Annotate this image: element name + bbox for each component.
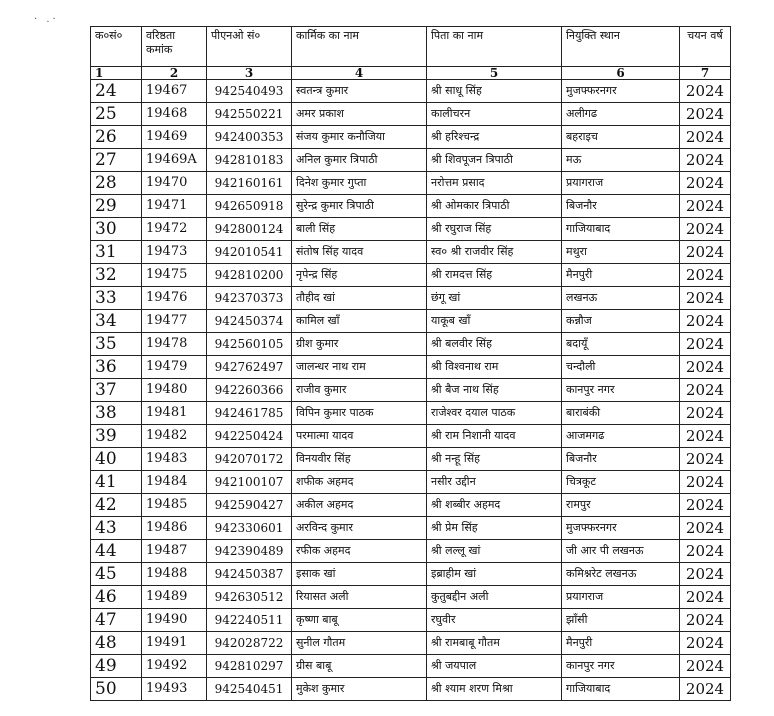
table-row	[91, 402, 731, 425]
pno-cell: 942070172	[207, 448, 292, 471]
father-name-cell: इब्राहीम खां	[427, 563, 562, 586]
table-row	[91, 126, 731, 149]
employee-name-cell: कामिल खाँ	[292, 310, 427, 333]
pno-cell: 942370373	[207, 287, 292, 310]
seniority-number-cell: 19467	[142, 80, 207, 103]
posting-place-cell: आजमगढ	[562, 425, 680, 448]
employee-name-cell: अकील अहमद	[292, 494, 427, 517]
pno-cell: 942540493	[207, 80, 292, 103]
seniority-number-cell: 19483	[142, 448, 207, 471]
father-name-cell: श्री बैज नाथ सिंह	[427, 379, 562, 402]
table-row	[91, 494, 731, 517]
father-name-cell: श्री शिवपूजन त्रिपाठी	[427, 149, 562, 172]
pno-cell: 942450374	[207, 310, 292, 333]
serial-number-cell: 25	[91, 103, 142, 126]
selection-year-cell: 2024	[680, 540, 731, 563]
father-name-cell: रघुवीर	[427, 609, 562, 632]
seniority-number-cell: 19486	[142, 517, 207, 540]
table-row	[91, 517, 731, 540]
employee-name-cell: शफीक अहमद	[292, 471, 427, 494]
employee-name-cell: स्वतन्त्र कुमार	[292, 80, 427, 103]
serial-number-cell: 36	[91, 356, 142, 379]
header-row	[91, 27, 731, 67]
father-name-cell: श्री बलवीर सिंह	[427, 333, 562, 356]
serial-number-cell: 43	[91, 517, 142, 540]
serial-number-cell: 46	[91, 586, 142, 609]
column-number-row	[91, 67, 731, 80]
serial-number-cell: 24	[91, 80, 142, 103]
serial-number-cell: 30	[91, 218, 142, 241]
posting-place-cell: बदायूँ	[562, 333, 680, 356]
serial-number-cell: 48	[91, 632, 142, 655]
serial-number-cell: 27	[91, 149, 142, 172]
father-name-cell: श्री नन्हू सिंह	[427, 448, 562, 471]
father-name-cell: छंगू खां	[427, 287, 562, 310]
table-row	[91, 655, 731, 678]
posting-place-cell: मुजफ्फरनगर	[562, 80, 680, 103]
table-row	[91, 678, 731, 701]
serial-number-cell: 42	[91, 494, 142, 517]
father-name-cell: श्री विश्वनाथ राम	[427, 356, 562, 379]
posting-place-cell: कानपुर नगर	[562, 655, 680, 678]
table-row	[91, 425, 731, 448]
header-year: चयन वर्ष	[680, 27, 731, 67]
table-row	[91, 448, 731, 471]
selection-year-cell: 2024	[680, 425, 731, 448]
father-name-cell: कालीचरन	[427, 103, 562, 126]
employee-name-cell: बाली सिंह	[292, 218, 427, 241]
seniority-number-cell: 19493	[142, 678, 207, 701]
selection-year-cell: 2024	[680, 333, 731, 356]
table-row	[91, 287, 731, 310]
posting-place-cell: मैनपुरी	[562, 632, 680, 655]
employee-name-cell: अरविन्द कुमार	[292, 517, 427, 540]
posting-place-cell: जी आर पी लखनऊ	[562, 540, 680, 563]
selection-year-cell: 2024	[680, 448, 731, 471]
selection-year-cell: 2024	[680, 563, 731, 586]
table-row	[91, 195, 731, 218]
posting-place-cell: गाजियाबाद	[562, 678, 680, 701]
father-name-cell: श्री रामदत्त सिंह	[427, 264, 562, 287]
posting-place-cell: चित्रकूट	[562, 471, 680, 494]
seniority-number-cell: 19480	[142, 379, 207, 402]
employee-name-cell: जालन्धर नाथ राम	[292, 356, 427, 379]
father-name-cell: श्री शब्बीर अहमद	[427, 494, 562, 517]
personnel-table	[90, 26, 731, 701]
selection-year-cell: 2024	[680, 218, 731, 241]
selection-year-cell: 2024	[680, 632, 731, 655]
father-name-cell: नरोत्तम प्रसाद	[427, 172, 562, 195]
table-row	[91, 586, 731, 609]
father-name-cell: श्री लल्लू खां	[427, 540, 562, 563]
father-name-cell: श्री रघुराज सिंह	[427, 218, 562, 241]
selection-year-cell: 2024	[680, 149, 731, 172]
serial-number-cell: 31	[91, 241, 142, 264]
serial-number-cell: 26	[91, 126, 142, 149]
seniority-number-cell: 19471	[142, 195, 207, 218]
father-name-cell: श्री साधू सिंह	[427, 80, 562, 103]
serial-number-cell: 47	[91, 609, 142, 632]
employee-name-cell: इसाक खां	[292, 563, 427, 586]
table-row	[91, 632, 731, 655]
column-number: 7	[680, 67, 731, 80]
selection-year-cell: 2024	[680, 494, 731, 517]
seniority-number-cell: 19488	[142, 563, 207, 586]
serial-number-cell: 29	[91, 195, 142, 218]
serial-number-cell: 40	[91, 448, 142, 471]
table-row	[91, 241, 731, 264]
father-name-cell: श्री राम निशानी यादव	[427, 425, 562, 448]
employee-name-cell: रफीक अहमद	[292, 540, 427, 563]
serial-number-cell: 45	[91, 563, 142, 586]
pno-cell: 942630512	[207, 586, 292, 609]
posting-place-cell: बिजनौर	[562, 448, 680, 471]
posting-place-cell: रामपुर	[562, 494, 680, 517]
pno-cell: 942010541	[207, 241, 292, 264]
serial-number-cell: 44	[91, 540, 142, 563]
pno-cell: 942560105	[207, 333, 292, 356]
seniority-number-cell: 19477	[142, 310, 207, 333]
selection-year-cell: 2024	[680, 172, 731, 195]
seniority-number-cell: 19475	[142, 264, 207, 287]
scan-mark: · .·	[34, 14, 59, 25]
employee-name-cell: संतोष सिंह यादव	[292, 241, 427, 264]
seniority-number-cell: 19482	[142, 425, 207, 448]
column-number: 6	[562, 67, 680, 80]
father-name-cell: श्री प्रेम सिंह	[427, 517, 562, 540]
serial-number-cell: 38	[91, 402, 142, 425]
employee-name-cell: दिनेश कुमार गुप्ता	[292, 172, 427, 195]
table-row	[91, 264, 731, 287]
pno-cell: 942028722	[207, 632, 292, 655]
serial-number-cell: 32	[91, 264, 142, 287]
employee-name-cell: संजय कुमार कनौजिया	[292, 126, 427, 149]
column-number: 4	[292, 67, 427, 80]
employee-name-cell: सुनील गौतम	[292, 632, 427, 655]
pno-cell: 942450387	[207, 563, 292, 586]
pno-cell: 942800124	[207, 218, 292, 241]
employee-name-cell: सुरेन्द्र कुमार त्रिपाठी	[292, 195, 427, 218]
posting-place-cell: चन्दौली	[562, 356, 680, 379]
father-name-cell: श्री रामबाबू गौतम	[427, 632, 562, 655]
table-row	[91, 310, 731, 333]
posting-place-cell: प्रयागराज	[562, 586, 680, 609]
employee-name-cell: तौहीद खां	[292, 287, 427, 310]
posting-place-cell: मुजफ्फरनगर	[562, 517, 680, 540]
pno-cell: 942240511	[207, 609, 292, 632]
table-row	[91, 218, 731, 241]
pno-cell: 942461785	[207, 402, 292, 425]
table-row	[91, 609, 731, 632]
table-row	[91, 356, 731, 379]
header-posting: नियुक्ति स्थान	[562, 27, 680, 67]
column-number: 3	[207, 67, 292, 80]
table-row	[91, 563, 731, 586]
employee-name-cell: ग्रीश कुमार	[292, 333, 427, 356]
table-row	[91, 471, 731, 494]
seniority-number-cell: 19492	[142, 655, 207, 678]
selection-year-cell: 2024	[680, 655, 731, 678]
father-name-cell: श्री श्याम शरण मिश्रा	[427, 678, 562, 701]
table-row	[91, 149, 731, 172]
posting-place-cell: बिजनौर	[562, 195, 680, 218]
selection-year-cell: 2024	[680, 586, 731, 609]
selection-year-cell: 2024	[680, 195, 731, 218]
column-number: 1	[91, 67, 142, 80]
header-seniority: वरिष्ठता कमांक	[142, 27, 207, 67]
pno-cell: 942810183	[207, 149, 292, 172]
seniority-number-cell: 19485	[142, 494, 207, 517]
selection-year-cell: 2024	[680, 609, 731, 632]
serial-number-cell: 49	[91, 655, 142, 678]
selection-year-cell: 2024	[680, 103, 731, 126]
pno-cell: 942400353	[207, 126, 292, 149]
employee-name-cell: ग्रीस बाबू	[292, 655, 427, 678]
selection-year-cell: 2024	[680, 310, 731, 333]
table-row	[91, 80, 731, 103]
seniority-number-cell: 19470	[142, 172, 207, 195]
seniority-number-cell: 19491	[142, 632, 207, 655]
seniority-number-cell: 19489	[142, 586, 207, 609]
pno-cell: 942810297	[207, 655, 292, 678]
pno-cell: 942100107	[207, 471, 292, 494]
employee-name-cell: मुकेश कुमार	[292, 678, 427, 701]
seniority-number-cell: 19481	[142, 402, 207, 425]
employee-name-cell: विपिन कुमार पाठक	[292, 402, 427, 425]
employee-name-cell: अनिल कुमार त्रिपाठी	[292, 149, 427, 172]
selection-year-cell: 2024	[680, 379, 731, 402]
serial-number-cell: 35	[91, 333, 142, 356]
serial-number-cell: 41	[91, 471, 142, 494]
posting-place-cell: अलीगढ	[562, 103, 680, 126]
selection-year-cell: 2024	[680, 356, 731, 379]
column-number: 2	[142, 67, 207, 80]
employee-name-cell: नृपेन्द्र सिंह	[292, 264, 427, 287]
header-father: पिता का नाम	[427, 27, 562, 67]
father-name-cell: नसीर उद्दीन	[427, 471, 562, 494]
table-row	[91, 172, 731, 195]
posting-place-cell: कमिश्नरेट लखनऊ	[562, 563, 680, 586]
serial-number-cell: 28	[91, 172, 142, 195]
employee-name-cell: कृष्णा बाबू	[292, 609, 427, 632]
selection-year-cell: 2024	[680, 80, 731, 103]
father-name-cell: कुतुबद्दीन अली	[427, 586, 562, 609]
serial-number-cell: 34	[91, 310, 142, 333]
posting-place-cell: कन्नौज	[562, 310, 680, 333]
seniority-number-cell: 19472	[142, 218, 207, 241]
posting-place-cell: कानपुर नगर	[562, 379, 680, 402]
father-name-cell: श्री ओमकार त्रिपाठी	[427, 195, 562, 218]
posting-place-cell: प्रयागराज	[562, 172, 680, 195]
employee-name-cell: रियासत अली	[292, 586, 427, 609]
seniority-number-cell: 19484	[142, 471, 207, 494]
pno-cell: 942330601	[207, 517, 292, 540]
seniority-number-cell: 19469A	[142, 149, 207, 172]
employee-name-cell: परमात्मा यादव	[292, 425, 427, 448]
serial-number-cell: 39	[91, 425, 142, 448]
table-body	[91, 80, 731, 701]
selection-year-cell: 2024	[680, 678, 731, 701]
employee-name-cell: विनयवीर सिंह	[292, 448, 427, 471]
pno-cell: 942762497	[207, 356, 292, 379]
table-row	[91, 103, 731, 126]
selection-year-cell: 2024	[680, 126, 731, 149]
pno-cell: 942390489	[207, 540, 292, 563]
header-pno: पीएनओ सं०	[207, 27, 292, 67]
selection-year-cell: 2024	[680, 517, 731, 540]
selection-year-cell: 2024	[680, 241, 731, 264]
serial-number-cell: 50	[91, 678, 142, 701]
posting-place-cell: बाराबंकी	[562, 402, 680, 425]
selection-year-cell: 2024	[680, 264, 731, 287]
selection-year-cell: 2024	[680, 402, 731, 425]
posting-place-cell: मथुरा	[562, 241, 680, 264]
posting-place-cell: लखनऊ	[562, 287, 680, 310]
seniority-number-cell: 19487	[142, 540, 207, 563]
serial-number-cell: 37	[91, 379, 142, 402]
posting-place-cell: गाजियाबाद	[562, 218, 680, 241]
father-name-cell: श्री जयपाल	[427, 655, 562, 678]
pno-cell: 942540451	[207, 678, 292, 701]
pno-cell: 942550221	[207, 103, 292, 126]
posting-place-cell: मैनपुरी	[562, 264, 680, 287]
seniority-number-cell: 19490	[142, 609, 207, 632]
employee-name-cell: अमर प्रकाश	[292, 103, 427, 126]
father-name-cell: श्री हरिश्चन्द्र	[427, 126, 562, 149]
pno-cell: 942160161	[207, 172, 292, 195]
seniority-number-cell: 19476	[142, 287, 207, 310]
pno-cell: 942810200	[207, 264, 292, 287]
serial-number-cell: 33	[91, 287, 142, 310]
father-name-cell: स्व० श्री राजवीर सिंह	[427, 241, 562, 264]
posting-place-cell: मऊ	[562, 149, 680, 172]
pno-cell: 942590427	[207, 494, 292, 517]
table-row	[91, 540, 731, 563]
seniority-number-cell: 19478	[142, 333, 207, 356]
posting-place-cell: बहराइच	[562, 126, 680, 149]
table-row	[91, 379, 731, 402]
seniority-number-cell: 19479	[142, 356, 207, 379]
posting-place-cell: झाँसी	[562, 609, 680, 632]
pno-cell: 942260366	[207, 379, 292, 402]
pno-cell: 942650918	[207, 195, 292, 218]
seniority-number-cell: 19473	[142, 241, 207, 264]
column-number: 5	[427, 67, 562, 80]
selection-year-cell: 2024	[680, 287, 731, 310]
header-serial: क०सं०	[91, 27, 142, 67]
seniority-number-cell: 19469	[142, 126, 207, 149]
employee-name-cell: राजीव कुमार	[292, 379, 427, 402]
father-name-cell: राजेश्वर दयाल पाठक	[427, 402, 562, 425]
selection-year-cell: 2024	[680, 471, 731, 494]
table-row	[91, 333, 731, 356]
father-name-cell: याकूब खाँ	[427, 310, 562, 333]
header-name: कार्मिक का नाम	[292, 27, 427, 67]
pno-cell: 942250424	[207, 425, 292, 448]
seniority-number-cell: 19468	[142, 103, 207, 126]
